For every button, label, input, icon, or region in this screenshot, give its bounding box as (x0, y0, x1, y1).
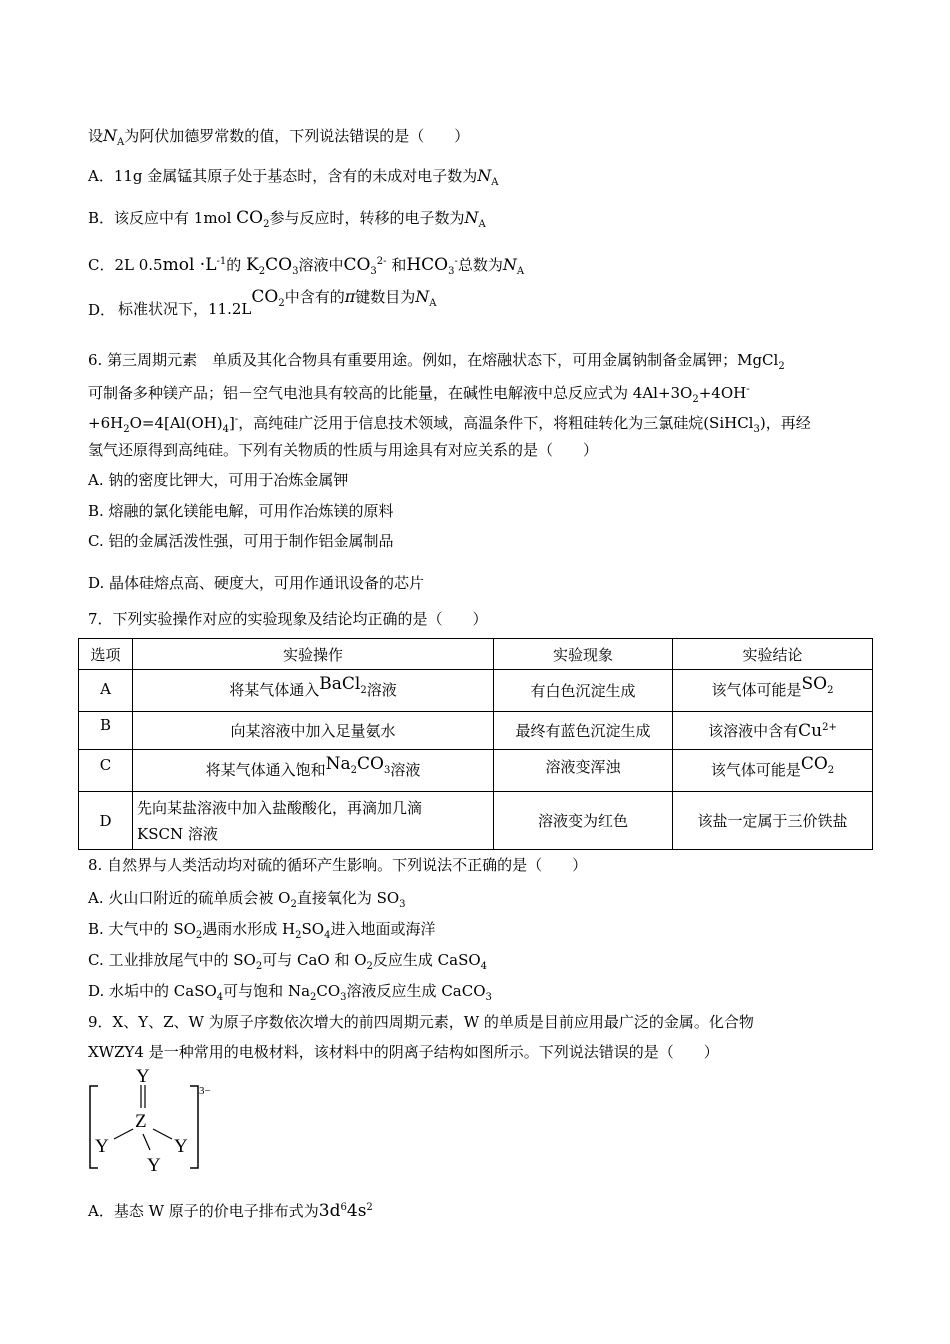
row-d-phenomenon: 溶液变为红色 (494, 792, 673, 850)
q8-option-a: A. 火山口附近的硫单质会被 $O_2$直接氧化为 $SO_3$ (88, 889, 406, 910)
row-a-operation: 将某气体通入BaCl$_2$溶液 (133, 670, 494, 712)
q6-line-1: 6. 第三周期元素 单质及其化合物具有重要用途。例如，在熔融状态下，可用金属钠制备金属钾；MgCl$_2$ (88, 351, 785, 372)
row-a-conclusion: 该气体可能是$SO_2$ (673, 670, 873, 712)
q6-option-b: B. 熔融的氯化镁能电解，可用作冶炼镁的原料 (88, 502, 394, 520)
q5-option-c: C．2L $0.5mol \cdot L^{-1}$的 $K_2CO_3$溶液中$CO_3^{2-}$ 和$HCO_3^-$总数为$N_A$ (88, 255, 525, 277)
table-row (79, 750, 873, 792)
row-c-option: C (79, 750, 133, 792)
row-c-conclusion: 该气体可能是$CO_2$ (673, 750, 873, 792)
row-b-phenomenon: 最终有蓝色沉淀生成 (494, 712, 673, 750)
anion-structure-diagram (88, 1068, 218, 1178)
bond-left (114, 1129, 133, 1139)
row-c-phenomenon: 溶液变浑浊 (494, 750, 673, 792)
bond-right (153, 1129, 172, 1139)
q8-option-b: B. 大气中的 $SO_2$遇雨水形成 $H_2SO_4$进入地面或海洋 (88, 920, 436, 941)
q5-option-b: B．该反应中有 1mol $CO_2$参与反应时，转移的电子数为$N_A$ (88, 208, 486, 230)
q5-stem: 设$N_A$为阿伏加德罗常数的值，下列说法错误的是（ ） (88, 126, 470, 148)
header-phenomenon: 实验现象 (494, 639, 673, 670)
table-row (79, 712, 873, 750)
atom-z: Z (135, 1111, 147, 1132)
header-option: 选项 (79, 639, 133, 670)
table-row (79, 670, 873, 712)
row-d-operation: 先向某盐溶液中加入盐酸酸化，再滴加几滴 KSCN 溶液 (133, 792, 494, 850)
q7-stem: 7．下列实验操作对应的实验现象及结论均正确的是（ ） (88, 610, 488, 628)
q6-line-3: $+6H_2O=4[Al(OH)_4]^-$，高纯硅广泛用于信息技术领域，高温条件下，将粗硅转化为三氯硅烷(SiHCl$_3$)，再经 (88, 414, 811, 435)
bond-bottom (143, 1134, 150, 1150)
q8-option-c: C. 工业排放尾气中的 $SO_2$可与 CaO 和 $O_2$反应生成 CaSO$_4$ (88, 951, 488, 972)
row-b-operation: 向某溶液中加入足量氨水 (133, 712, 494, 750)
q6-line-2: 可制备多种镁产品；铝－空气电池具有较高的比能量，在碱性电解液中总反应式为 $4Al+3O_2+4OH^-$ (88, 384, 750, 405)
right-bracket (190, 1086, 198, 1168)
q5-option-a: A．11g 金属锰其原子处于基态时，含有的未成对电子数为$N_A$ (88, 166, 499, 188)
table-header-row (79, 639, 873, 670)
atom-y-top: Y (136, 1068, 150, 1087)
q9-line-1: 9．X、Y、Z、W 为原子序数依次增大的前四周期元素，W 的单质是目前应用最广泛的金属。化合物 (88, 1013, 754, 1031)
header-operation: 实验操作 (133, 639, 494, 670)
q5-option-d: 标准状况下，$11.2LCO_2$中含有的π键数目为$N_A$ (118, 287, 437, 318)
q6-option-d: D. 晶体硅熔点高、硬度大，可用作通讯设备的芯片 (88, 574, 425, 592)
q8-option-d: D. 水垢中的 CaSO$_4$可与饱和 $Na_2CO_3$溶液反应生成 CaCO$_3$ (88, 982, 492, 1003)
q7-table (78, 638, 873, 850)
ion-charge: 3− (199, 1085, 211, 1097)
row-d-conclusion: 该盐一定属于三价铁盐 (673, 792, 873, 850)
header-conclusion: 实验结论 (673, 639, 873, 670)
q6-line-4: 氢气还原得到高纯硅。下列有关物质的性质与用途具有对应关系的是（ ） (88, 441, 599, 459)
row-b-option: B (79, 712, 133, 750)
row-a-phenomenon: 有白色沉淀生成 (494, 670, 673, 712)
q9-option-a: A．基态 W 原子的价电子排布式为$3d^64s^2$ (88, 1201, 373, 1221)
row-a-option: A (79, 670, 133, 712)
atom-y-left: Y (95, 1136, 109, 1157)
q5-option-d-label: D． (88, 301, 116, 319)
q6-option-a: A. 钠的密度比钾大，可用于冶炼金属钾 (88, 471, 349, 489)
atom-y-right: Y (174, 1136, 188, 1157)
table-row (79, 792, 873, 850)
q8-stem: 8. 自然界与人类活动均对硫的循环产生影响。下列说法不正确的是（ ） (88, 856, 588, 874)
row-c-operation: 将某气体通入饱和$Na_2CO_3$溶液 (133, 750, 494, 792)
row-d-option: D (79, 792, 133, 850)
q9-line-2: XWZY4 是一种常用的电极材料，该材料中的阴离子结构如图所示。下列说法错误的是（ ） (88, 1043, 719, 1061)
row-b-conclusion: 该溶液中含有$Cu^{2+}$ (673, 712, 873, 750)
q6-option-c: C. 铝的金属活泼性强，可用于制作铝金属制品 (88, 532, 394, 550)
atom-y-bottom: Y (147, 1155, 161, 1176)
